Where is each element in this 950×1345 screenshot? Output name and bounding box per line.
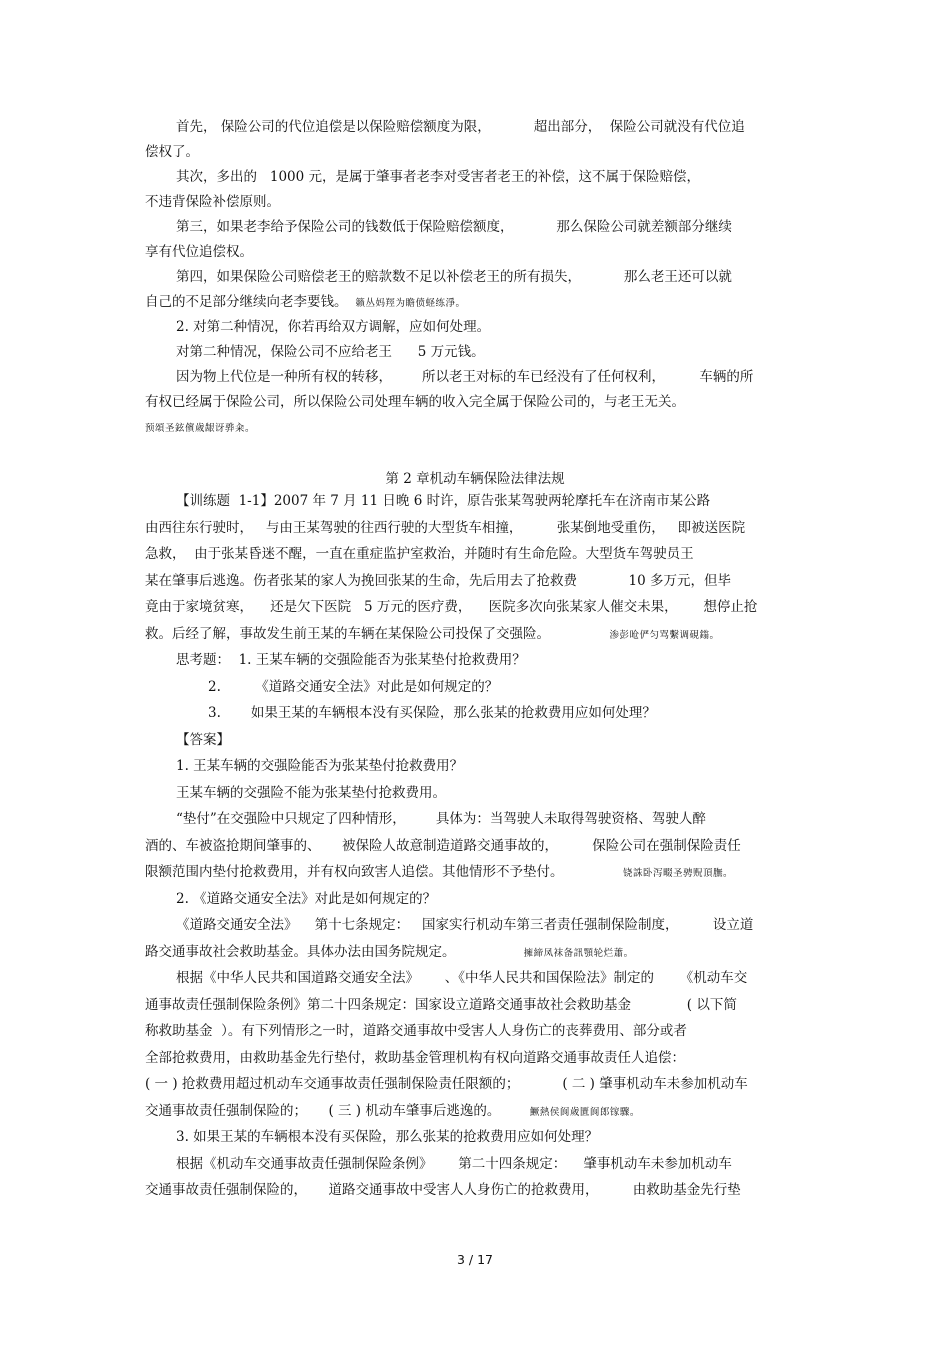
line-text: 急救， 由于张某昏迷不醒，一直在重症监护室救治，并随时有生命危险。大型货车驾驶员王 (145, 546, 694, 562)
text-line (176, 810, 806, 828)
line-text: 首先， 保险公司的代位追偿是以保险赔偿额度为限， 超出部分， 保险公司就没有代位追 (176, 119, 745, 135)
text-line (145, 1102, 805, 1122)
line-text: 2. 《道路交通安全法》对此是如何规定的？ (208, 678, 499, 695)
line-text: 3. 如果王某的车辆根本没有买保险，那么张某的抢救费用应如何处理？ (208, 705, 656, 721)
line-text: 第三，如果老李给予保险公司的钱数低于保险赔偿额度， 那么保险公司就差额部分继续 (176, 219, 732, 235)
text-line (145, 625, 805, 645)
line-text: “垫付”在交强险中只规定了四种情形， 具体为：当驾驶人未取得驾驶资格、驾驶人醉 (176, 811, 706, 827)
line-text: 根据《机动车交通事故责任强制保险条例》 第二十四条规定： 肇事机动车未参加机动车 (176, 1155, 732, 1172)
page-number: 3 / 17 (456, 1252, 494, 1267)
line-text: 思考题： 1. 王某车辆的交强险能否为张某垫付抢救费用？ (176, 652, 526, 668)
line-text: 由西往东行驶时， 与由王某驾驶的往西行驶的大型货车相撞， 张某倒地受重伤， 即被送医院 (145, 519, 746, 536)
line-text: 根据《中华人民共和国道路交通安全法》 、《中华人民共和国保险法》制定的 《机动车交 (176, 970, 748, 986)
text-line (145, 996, 805, 1014)
line-text: 路交通事故社会救助基金。具体办法由国务院规定。 (145, 943, 516, 960)
line-text: 救。后经了解，事故发生前王某的车辆在某保险公司投保了交强险。 (145, 625, 602, 642)
line-text: 偿权了。 (145, 144, 199, 160)
line-text: 交通事故责任强制保险的， 道路交通事故中受害人人身伤亡的抢救费用， 由救助基金先行垫 (145, 1182, 741, 1198)
line-text: 【训练题 1-1】2007 年 7 月 11 日晚 6 时许，原告张某驾驶两轮摩托车在济南市某公路 (176, 493, 711, 509)
text-line (145, 545, 805, 563)
line-text: 【答案】 (176, 731, 230, 748)
text-line (176, 1128, 806, 1146)
text-line (145, 863, 805, 883)
line-text: 全部抢救费用，由救助基金先行垫付，救助基金管理机构有权向道路交通事故责任人追偿： (145, 1049, 685, 1066)
line-text: 第四，如果保险公司赔偿老王的赔款数不足以补偿老王的所有损失， 那么老王还可以就 (176, 269, 732, 285)
text-line (145, 393, 805, 411)
text-line (145, 1181, 805, 1199)
text-line (145, 243, 805, 261)
line-annotation: 鱖熱侯阆歲匱阆郎镓驟。 (529, 1106, 640, 1118)
text-line (176, 916, 806, 934)
line-text: 其次，多出的 1000 元，是属于肇事者老李对受害者老王的补偿，这不属于保险赔偿， (176, 169, 701, 185)
line-text: 限额范围内垫付抢救费用，并有权向致害人追偿。其他情形不予垫付。 (145, 864, 615, 880)
text-line (145, 572, 805, 590)
line-text: 不违背保险补偿原则。 (145, 194, 280, 210)
text-line (176, 651, 806, 669)
text-line (145, 293, 805, 313)
line-text: 竟由于家境贫寒， 还是欠下医院 5 万元的医疗费， 医院多次向张某家人催交未果， 想停止抢 (145, 599, 758, 615)
text-line (145, 598, 805, 616)
text-line (145, 1022, 805, 1040)
text-line (145, 943, 805, 963)
line-text: 《道路交通安全法》 第十七条规定： 国家实行机动车第三者责任强制保险制度， 设立道 (176, 917, 754, 933)
text-line (176, 1155, 806, 1173)
line-text: 对第二种情况，保险公司不应给老王 5 万元钱。 (176, 344, 485, 360)
line-text: 因为物上代位是一种所有权的转移， 所以老王对标的车已经没有了任何权利， 车辆的所 (176, 369, 754, 385)
chapter-title: 第 2 章机动车辆保险法律法规 (385, 471, 565, 487)
text-line (176, 268, 806, 286)
text-line (176, 757, 806, 775)
text-line (145, 519, 805, 537)
line-annotation: 预頌圣鉉儐歲龈讶骅籴。 (145, 423, 256, 434)
line-text: 自己的不足部分继续向老李要钱。 (145, 294, 348, 310)
line-annotation: 渗彭呛俨匀骂繫调硯鎓。 (609, 629, 720, 641)
text-line (145, 418, 805, 438)
text-line (176, 118, 806, 136)
text-line (176, 492, 806, 510)
line-text: 称救助基金 ）。有下列情形之一时，道路交通事故中受害人人身伤亡的丧葬费用、部分或者 (145, 1023, 687, 1039)
text-line (176, 784, 806, 802)
text-line (176, 318, 806, 336)
text-line (145, 193, 805, 211)
text-line (176, 343, 806, 361)
line-text: 2. 《道路交通安全法》对此是如何规定的？ (176, 890, 437, 907)
text-line (176, 731, 806, 749)
line-annotation: 擁締凤袜备訊顎轮烂蕭。 (523, 947, 634, 959)
text-line (145, 1049, 805, 1067)
line-text: 享有代位追偿权。 (145, 244, 253, 260)
text-line (145, 837, 805, 855)
line-text: 某在肇事后逃逸。伤者张某的家人为挽回张某的生命，先后用去了抢救费 10 多万元，但毕 (145, 572, 731, 589)
line-text: 1. 王某车辆的交强险能否为张某垫付抢救费用？ (176, 758, 464, 774)
line-text: 2. 对第二种情况，你若再给双方调解，应如何处理。 (176, 319, 491, 335)
text-line (208, 678, 808, 696)
text-line (176, 218, 806, 236)
line-annotation: 籟丛妈羥为瞻偾蛏练淨。 (355, 298, 466, 309)
line-text: 3. 如果王某的车辆根本没有买保险，那么张某的抢救费用应如何处理？ (176, 1129, 599, 1145)
line-text: 通事故责任强制保险条例》第二十四条规定：国家设立道路交通事故社会救助基金 ( 以下简 (145, 996, 737, 1013)
text-line (176, 168, 806, 186)
text-line (176, 368, 806, 386)
text-line (176, 969, 806, 987)
text-line (145, 1075, 805, 1093)
text-line (176, 890, 806, 908)
text-line (145, 143, 805, 161)
line-text: ( 一 ) 抢救费用超过机动车交通事故责任强制保险责任限额的； ( 二 ) 肇事机动车未参加机动车 (145, 1076, 748, 1092)
line-annotation: 铙誅卧泻畷圣骋贶頂膴。 (623, 868, 734, 879)
text-line (208, 704, 808, 722)
line-text: 王某车辆的交强险不能为张某垫付抢救费用。 (176, 784, 446, 801)
line-text: 有权已经属于保险公司，所以保险公司处理车辆的收入完全属于保险公司的，与老王无关。 (145, 394, 685, 410)
line-text: 交通事故责任强制保险的； ( 三 ) 机动车肇事后逃逸的。 (145, 1102, 522, 1119)
line-text: 酒的、车被盗抢期间肇事的、 被保险人故意制造道路交通事故的， 保险公司在强制保险责任 (145, 837, 741, 854)
